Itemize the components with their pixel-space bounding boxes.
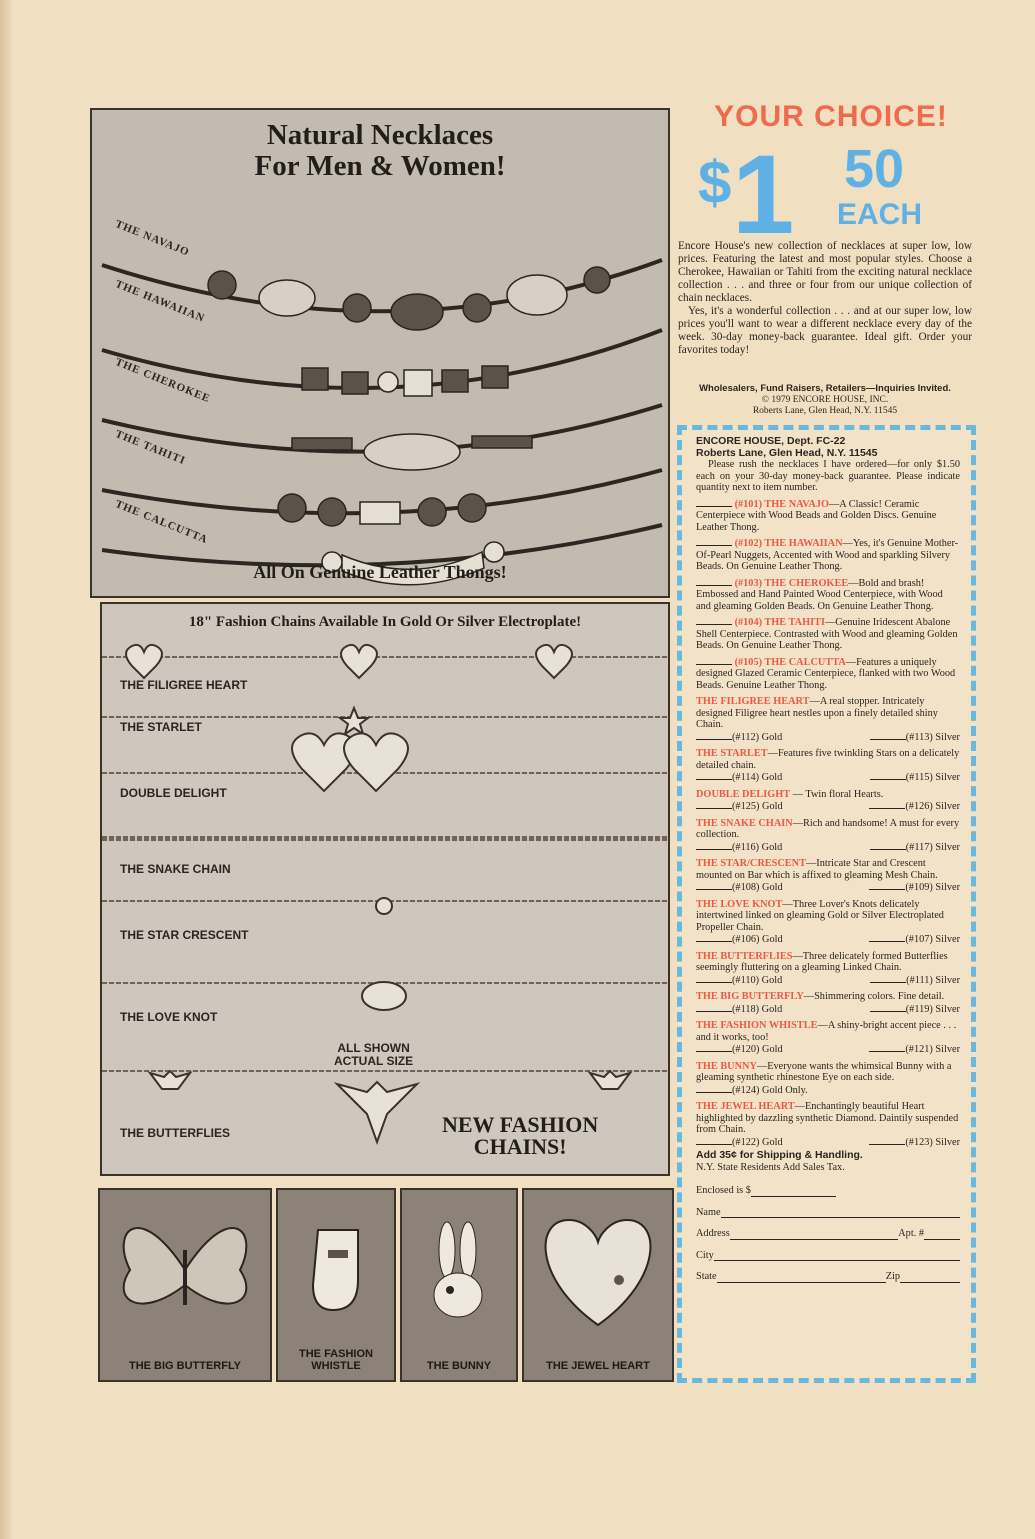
item-name: THE BIG BUTTERFLY bbox=[696, 991, 804, 1002]
label-love-knot: THE LOVE KNOT bbox=[120, 1010, 218, 1024]
enclosed-field[interactable] bbox=[696, 1185, 836, 1197]
chain-order-item bbox=[696, 951, 960, 987]
address-line[interactable] bbox=[730, 1229, 899, 1240]
label-filigree-heart: THE FILIGREE HEART bbox=[120, 678, 248, 692]
item-name: THE LOVE KNOT bbox=[696, 898, 783, 910]
name-label: Name bbox=[696, 1206, 721, 1218]
item-name: (#102) THE HAWAIIAN bbox=[734, 538, 843, 549]
option-row bbox=[696, 1044, 960, 1056]
item-name: THE JEWEL HEART bbox=[696, 1101, 795, 1112]
label-double-delight: DOUBLE DELIGHT bbox=[120, 786, 227, 800]
item-desc: —Yes, it's Genuine Mother-Of-Pearl Nuggets, Accented with Wood and sparkling Silvery Beads. On Genuine Leather Thong. bbox=[696, 538, 959, 572]
chain-order-item bbox=[696, 991, 960, 1015]
necklaces-footer: All On Genuine Leather Thongs! bbox=[253, 562, 507, 582]
enclosed-line[interactable] bbox=[751, 1186, 836, 1197]
item-desc: —Three delicately formed Butterflies seemingly fluttering on a gleaming Linked Chain. bbox=[696, 950, 948, 973]
option-row bbox=[696, 1137, 960, 1149]
option-row bbox=[696, 842, 960, 854]
silver-label: (#115) Silver bbox=[905, 772, 960, 783]
quantity-blank[interactable] bbox=[696, 545, 732, 546]
chain-order-item bbox=[696, 1101, 960, 1148]
zip-label: Zip bbox=[885, 1271, 900, 1282]
quantity-blank[interactable] bbox=[696, 849, 732, 850]
state-zip-field[interactable] bbox=[696, 1271, 960, 1283]
whistle-pendant-icon bbox=[278, 1190, 394, 1340]
city-line[interactable] bbox=[714, 1250, 960, 1261]
item-desc: — Twin floral Hearts. bbox=[790, 788, 884, 800]
item-name: THE SNAKE CHAIN bbox=[696, 817, 793, 829]
gold-option[interactable] bbox=[696, 1044, 783, 1056]
quantity-blank[interactable] bbox=[870, 779, 906, 780]
city-label: City bbox=[696, 1249, 714, 1261]
quantity-blank[interactable] bbox=[696, 1051, 732, 1052]
name-line[interactable] bbox=[721, 1207, 960, 1218]
gold-option[interactable] bbox=[696, 934, 783, 946]
quantity-blank[interactable] bbox=[696, 982, 732, 983]
enclosed-label: Enclosed is $ bbox=[696, 1185, 751, 1196]
item-desc: —Three Lover's Knots delicately intertwined linked on gleaming Gold or Silver Electroplated Propeller Chain. bbox=[696, 898, 944, 933]
quantity-blank[interactable] bbox=[696, 739, 732, 740]
gold-option[interactable] bbox=[696, 772, 782, 784]
item-desc: —Genuine Iridescent Abalone Shell Centerpiece. Contrasted with Wood and gleaming Golden Beads. On Genuine Leather Thong. bbox=[696, 617, 958, 651]
item-name: THE STAR/CRESCENT bbox=[696, 858, 806, 869]
intro-paragraph-2: Yes, it's a wonderful collection . . . and at our super low, low prices you'll want to wear a different necklace every day of the week. 30-day money-back guarantee. Ideal gift. Order your favorites today! bbox=[678, 305, 972, 356]
chain-order-items bbox=[696, 696, 960, 1148]
necklaces-title bbox=[92, 120, 668, 182]
gold-option[interactable] bbox=[696, 842, 782, 854]
item-name: THE BUNNY bbox=[696, 1060, 757, 1072]
price-dollars: 1 bbox=[732, 132, 795, 257]
wholesale-note: Wholesalers, Fund Raisers, Retailers—Inquiries Invited. bbox=[699, 383, 951, 394]
price-cents: 50 bbox=[844, 139, 905, 199]
quantity-blank[interactable] bbox=[696, 624, 732, 625]
silver-option[interactable] bbox=[869, 882, 960, 894]
title-line-2: For Men & Women! bbox=[254, 150, 506, 182]
price-each: EACH bbox=[837, 198, 923, 231]
label-calcutta: THE CALCUTTA bbox=[113, 498, 210, 547]
silver-option[interactable] bbox=[869, 1044, 960, 1056]
company-address: Roberts Lane, Glen Head, N.Y. 11545 bbox=[752, 406, 898, 416]
item-name: (#101) THE NAVAJO bbox=[734, 498, 829, 510]
chain-pendants-illustration bbox=[102, 634, 668, 1154]
item-name: DOUBLE DELIGHT bbox=[696, 788, 791, 800]
silver-label: (#107) Silver bbox=[905, 934, 960, 945]
name-field[interactable] bbox=[696, 1207, 960, 1219]
item-desc: —Shimmering colors. Fine detail. bbox=[803, 991, 945, 1002]
quantity-blank[interactable] bbox=[869, 941, 905, 942]
label-snake-chain: THE SNAKE CHAIN bbox=[120, 862, 231, 876]
item-name: (#105) THE CALCUTTA bbox=[734, 656, 846, 668]
gold-label: (#112) Gold bbox=[732, 731, 783, 743]
silver-label: (#126) Silver bbox=[905, 801, 960, 812]
necklace-order-item[interactable] bbox=[696, 617, 960, 652]
option-row bbox=[696, 801, 960, 813]
gold-label: (#108) Gold bbox=[732, 882, 783, 893]
price-dollar-sign: $ bbox=[698, 149, 732, 216]
item-name: THE FASHION WHISTLE bbox=[696, 1020, 818, 1031]
silver-option[interactable] bbox=[870, 842, 960, 854]
quantity-blank[interactable] bbox=[696, 506, 732, 507]
option-row bbox=[696, 1085, 960, 1097]
gold-label: (#124) Gold Only. bbox=[732, 1084, 808, 1096]
intro-text bbox=[678, 240, 972, 357]
gold-label: (#116) Gold bbox=[732, 841, 783, 853]
company-info bbox=[678, 383, 972, 417]
item-desc: —Intricate Star and Crescent mounted on Bar which is affixed to gleaming Mesh Chain. bbox=[696, 858, 938, 881]
tile-jewel-heart bbox=[522, 1188, 674, 1382]
price-display bbox=[692, 132, 972, 257]
item-desc: —Features a uniquely designed Glazed Ceramic Centerpiece, flanked with two Wood Beads. Genuine Leather Thong. bbox=[696, 656, 956, 691]
actual-size-line-1: ALL SHOWN bbox=[337, 1041, 410, 1055]
tile-bunny bbox=[400, 1188, 518, 1382]
label-hawaiian: THE HAWAIIAN bbox=[113, 278, 207, 325]
new-chains-line-2: CHAINS! bbox=[473, 1134, 567, 1159]
quantity-blank[interactable] bbox=[870, 1011, 906, 1012]
quantity-blank[interactable] bbox=[870, 849, 906, 850]
item-desc: —Rich and handsome! A must for every collection. bbox=[696, 817, 960, 840]
item-desc: —Bold and brash! Embossed and Hand Painted Wood Centerpiece, with Wood and gleaming Golden Beads. On Genuine Leather Thong. bbox=[696, 577, 943, 612]
chain-order-item bbox=[696, 1020, 960, 1056]
silver-label: (#113) Silver bbox=[905, 731, 960, 743]
zip-line[interactable] bbox=[900, 1272, 960, 1283]
tile-label: THE JEWEL HEART bbox=[546, 1360, 650, 1372]
quantity-blank[interactable] bbox=[869, 889, 905, 890]
all-shown-actual-size bbox=[334, 1042, 413, 1068]
chain-order-item bbox=[696, 748, 960, 784]
quantity-blank[interactable] bbox=[696, 941, 732, 942]
item-name: THE STARLET bbox=[696, 748, 768, 759]
item-desc: —A Classic! Ceramic Centerpiece with Wood Beads and Golden Discs. Genuine Leather Thong. bbox=[696, 498, 937, 533]
new-fashion-chains bbox=[442, 1114, 598, 1158]
chain-order-item bbox=[696, 818, 960, 854]
necklace-order-items bbox=[696, 499, 960, 692]
copyright: © 1979 ENCORE HOUSE, INC. bbox=[761, 395, 889, 405]
quantity-blank[interactable] bbox=[870, 982, 906, 983]
label-cherokee: THE CHEROKEE bbox=[113, 356, 213, 406]
tile-label: THE BIG BUTTERFLY bbox=[128, 1360, 242, 1372]
silver-option[interactable] bbox=[869, 1137, 960, 1149]
gold-option[interactable] bbox=[696, 1137, 783, 1149]
gold-label: (#118) Gold bbox=[732, 1003, 783, 1015]
tax-note: N.Y. State Residents Add Sales Tax. bbox=[696, 1161, 845, 1173]
address-field[interactable] bbox=[696, 1228, 960, 1240]
chain-order-item bbox=[696, 1061, 960, 1097]
gold-label: (#122) Gold bbox=[732, 1136, 783, 1148]
gold-label: (#110) Gold bbox=[732, 974, 783, 986]
coupon-dept: ENCORE HOUSE, Dept. FC-22 bbox=[696, 435, 846, 447]
gold-option[interactable] bbox=[696, 732, 782, 744]
chain-order-item bbox=[696, 789, 960, 813]
chain-order-item bbox=[696, 858, 960, 894]
gold-option[interactable] bbox=[696, 1004, 782, 1016]
item-desc: —Enchantingly beautiful Heart highlighted by dazzling synthetic Diamond. Daintily suspended from Chain. bbox=[696, 1101, 959, 1135]
label-navajo: THE NAVAJO bbox=[113, 218, 192, 259]
quantity-blank[interactable] bbox=[696, 1011, 732, 1012]
item-desc: —Everyone wants the whimsical Bunny with a gleaming synthetic rhinestone Eye on each side. bbox=[696, 1060, 952, 1083]
tile-big-butterfly bbox=[98, 1188, 272, 1382]
option-row bbox=[696, 1004, 960, 1016]
option-row bbox=[696, 882, 960, 894]
order-coupon bbox=[677, 425, 976, 1383]
item-name: (#103) THE CHEROKEE bbox=[734, 577, 849, 589]
silver-label: (#121) Silver bbox=[905, 1044, 960, 1055]
city-field[interactable] bbox=[696, 1250, 960, 1262]
coupon-address: Roberts Lane, Glen Head, N.Y. 11545 bbox=[696, 446, 878, 459]
quantity-blank[interactable] bbox=[696, 889, 732, 890]
quantity-blank[interactable] bbox=[696, 1144, 732, 1145]
option-row bbox=[696, 975, 960, 987]
option-row bbox=[696, 934, 960, 946]
gold-option[interactable] bbox=[696, 882, 783, 894]
necklace-order-item[interactable] bbox=[696, 499, 960, 534]
chains-title: 18" Fashion Chains Available In Gold Or Silver Electroplate! bbox=[188, 614, 582, 630]
necklace-order-item[interactable] bbox=[696, 578, 960, 613]
your-choice-headline: YOUR CHOICE! bbox=[714, 100, 948, 133]
silver-label: (#109) Silver bbox=[905, 882, 960, 893]
coupon-instructions: Please rush the necklaces I have ordered—for only $1.50 each on your 30-day money-back guarantee. Please indicate quantity next to item number. bbox=[696, 459, 960, 493]
label-butterflies: THE BUTTERFLIES bbox=[120, 1126, 230, 1140]
quantity-blank[interactable] bbox=[869, 1051, 905, 1052]
silver-option[interactable] bbox=[869, 934, 960, 946]
silver-option[interactable] bbox=[870, 1004, 960, 1016]
option-row bbox=[696, 732, 960, 744]
label-tahiti: THE TAHITI bbox=[113, 428, 188, 468]
chains-panel bbox=[100, 602, 670, 1176]
quantity-blank[interactable] bbox=[696, 664, 732, 665]
silver-label: (#119) Silver bbox=[905, 1003, 960, 1015]
state-label: State bbox=[696, 1271, 717, 1282]
silver-label: (#123) Silver bbox=[905, 1136, 960, 1148]
gold-option[interactable] bbox=[696, 975, 782, 987]
silver-option[interactable] bbox=[869, 801, 960, 813]
option-row bbox=[696, 772, 960, 784]
quantity-blank[interactable] bbox=[696, 808, 732, 809]
address-label: Address bbox=[696, 1228, 730, 1239]
quantity-blank[interactable] bbox=[696, 779, 732, 780]
item-desc: —Features five twinkling Stars on a delicately detailed chain. bbox=[696, 748, 960, 771]
item-name: (#104) THE TAHITI bbox=[734, 617, 825, 628]
silver-label: (#117) Silver bbox=[905, 841, 960, 853]
chain-order-item bbox=[696, 899, 960, 946]
heart-pendant-icon bbox=[524, 1190, 672, 1340]
gold-label: (#114) Gold bbox=[732, 772, 783, 783]
gold-label: (#106) Gold bbox=[732, 934, 783, 945]
apt-line[interactable] bbox=[924, 1229, 960, 1240]
actual-size-line-2: ACTUAL SIZE bbox=[334, 1054, 414, 1068]
necklaces-panel bbox=[90, 108, 670, 598]
bunny-pendant-icon bbox=[402, 1190, 516, 1340]
item-desc: —A real stopper. Intricately designed Filigree heart nestles upon a finely detailed shiny Chain. bbox=[696, 696, 938, 730]
butterfly-pendant-icon bbox=[100, 1190, 270, 1340]
silver-label: (#111) Silver bbox=[906, 974, 960, 986]
gold-option[interactable] bbox=[696, 1085, 808, 1097]
quantity-blank[interactable] bbox=[870, 739, 906, 740]
title-line-1: Natural Necklaces bbox=[266, 119, 494, 151]
quantity-blank[interactable] bbox=[869, 1144, 905, 1145]
page-spine-shadow bbox=[0, 0, 14, 1539]
tile-label: THE BUNNY bbox=[426, 1360, 492, 1372]
necklace-order-item[interactable] bbox=[696, 657, 960, 692]
silver-option[interactable] bbox=[870, 772, 960, 784]
state-line[interactable] bbox=[717, 1272, 886, 1283]
intro-paragraph-1: Encore House's new collection of necklaces at super low, low prices. Featuring the latest and most popular styles. Choose a Cherokee, Hawaiian or Tahiti from the exciting natural necklace collection . . . and three or four from our unique collection of chain necklaces. bbox=[678, 240, 972, 304]
quantity-blank[interactable] bbox=[696, 585, 732, 586]
item-name: THE BUTTERFLIES bbox=[696, 950, 793, 962]
tile-label: THE FASHION WHISTLE bbox=[299, 1348, 373, 1372]
item-desc: —A shiny-bright accent piece . . . and it works, too! bbox=[696, 1020, 957, 1043]
gold-option[interactable] bbox=[696, 801, 783, 813]
chain-order-item bbox=[696, 696, 960, 743]
new-chains-line-1: NEW FASHION bbox=[442, 1112, 599, 1137]
apt-label: Apt. # bbox=[898, 1228, 924, 1239]
necklace-order-item[interactable] bbox=[696, 538, 960, 573]
gold-label: (#125) Gold bbox=[732, 801, 783, 812]
item-name: THE FILIGREE HEART bbox=[696, 696, 810, 707]
coupon-content bbox=[696, 436, 960, 1283]
quantity-blank[interactable] bbox=[869, 808, 905, 809]
shipping-note: Add 35¢ for Shipping & Handling. bbox=[696, 1149, 863, 1161]
silver-option[interactable] bbox=[870, 732, 960, 744]
quantity-blank[interactable] bbox=[696, 1092, 732, 1093]
gold-label: (#120) Gold bbox=[732, 1044, 783, 1055]
label-starlet: THE STARLET bbox=[120, 720, 202, 734]
silver-option[interactable] bbox=[870, 975, 960, 987]
label-star-crescent: THE STAR CRESCENT bbox=[120, 928, 249, 942]
tile-fashion-whistle bbox=[276, 1188, 396, 1382]
